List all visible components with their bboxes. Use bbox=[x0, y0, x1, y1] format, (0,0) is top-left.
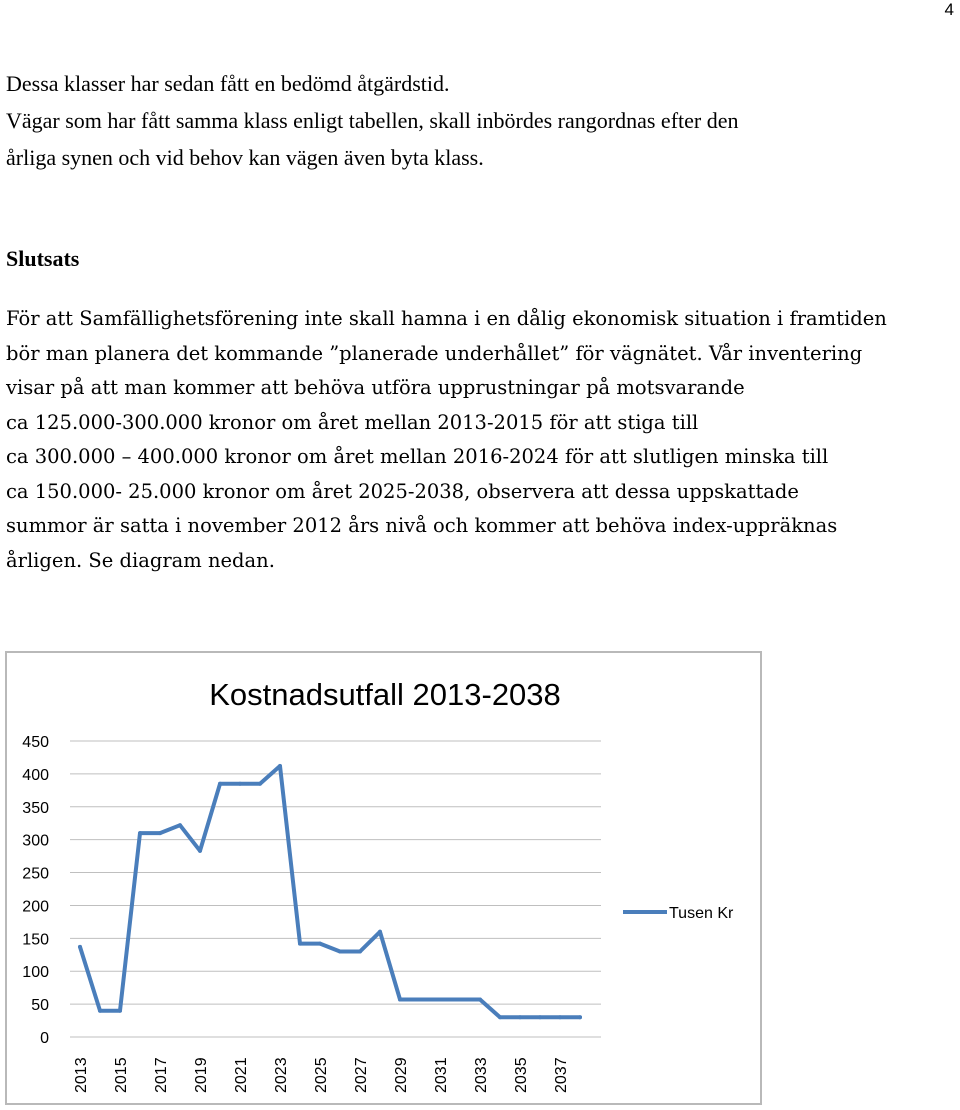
data-point bbox=[478, 998, 482, 1002]
intro-line: årliga synen och vid behov kan vägen även byta klass. bbox=[6, 145, 484, 170]
y-tick-label: 400 bbox=[22, 766, 49, 784]
intro-line: Vägar som har fått samma klass enligt tabellen, skall inbördes rangordnas efter den bbox=[6, 108, 739, 133]
data-point bbox=[158, 831, 162, 835]
y-tick-label: 350 bbox=[22, 799, 49, 817]
x-tick-label: 2023 bbox=[273, 1057, 290, 1093]
chart-title: Kostnadsutfall 2013-2038 bbox=[209, 677, 561, 712]
conclusion-paragraph bbox=[6, 302, 960, 578]
x-tick-label: 2015 bbox=[113, 1057, 130, 1093]
body-line: summor är satta i november 2012 års nivå och kommer att behöva index-uppräknas bbox=[6, 514, 838, 537]
data-point bbox=[178, 823, 182, 827]
chart-canvas bbox=[7, 653, 764, 1107]
x-tick-label: 2013 bbox=[73, 1057, 90, 1093]
section-heading: Slutsats bbox=[6, 246, 80, 271]
x-tick-label: 2037 bbox=[553, 1057, 570, 1093]
data-point bbox=[418, 998, 422, 1002]
page-number: 4 bbox=[944, 0, 954, 19]
body-line: årligen. Se diagram nedan. bbox=[6, 548, 275, 572]
y-tick-label: 150 bbox=[22, 931, 49, 949]
data-point bbox=[238, 782, 242, 786]
data-point bbox=[438, 998, 442, 1002]
body-line: visar på att man kommer att behöva utföra upprustningar på motsvarande bbox=[6, 376, 745, 399]
y-tick-label: 450 bbox=[22, 734, 49, 751]
data-point bbox=[78, 945, 82, 949]
data-point bbox=[338, 949, 342, 953]
x-tick-label: 2021 bbox=[233, 1057, 250, 1093]
data-point bbox=[358, 949, 362, 953]
x-tick-label: 2029 bbox=[393, 1057, 410, 1093]
x-tick-label: 2019 bbox=[193, 1057, 210, 1093]
intro-line: Dessa klasser har sedan fått en bedömd åtgärdstid. bbox=[6, 71, 450, 96]
body-line: ca 300.000 – 400.000 kronor om året mellan 2016-2024 för att slutligen minska till bbox=[6, 445, 829, 468]
body-line: För att Samfällighetsförening inte skall hamna i en dålig ekonomisk situation i framtiden bbox=[6, 307, 887, 330]
series-line bbox=[80, 766, 580, 1017]
data-point bbox=[98, 1009, 102, 1013]
x-tick-label: 2027 bbox=[353, 1057, 370, 1093]
x-tick-label: 2025 bbox=[313, 1057, 330, 1093]
legend-label: Tusen Kr bbox=[669, 905, 734, 922]
y-tick-label: 250 bbox=[22, 865, 49, 883]
y-tick-label: 100 bbox=[22, 964, 49, 982]
body-line: bör man planera det kommande ”planerade underhållet” för vägnätet. Vår inventering bbox=[6, 341, 863, 365]
y-tick-label: 200 bbox=[22, 898, 49, 916]
y-tick-label: 50 bbox=[31, 997, 49, 1015]
x-tick-label: 2031 bbox=[433, 1057, 450, 1093]
data-point bbox=[498, 1015, 502, 1019]
body-line: ca 125.000-300.000 kronor om året mellan 2013-2015 för att stiga till bbox=[6, 410, 699, 434]
data-point bbox=[538, 1015, 542, 1019]
y-tick-label: 0 bbox=[40, 1030, 49, 1047]
body-line: ca 150.000- 25.000 kronor om året 2025-2038, observera att dessa uppskattade bbox=[6, 479, 799, 503]
data-point bbox=[138, 831, 142, 835]
data-point bbox=[118, 1009, 122, 1013]
data-point bbox=[318, 942, 322, 946]
data-point bbox=[458, 998, 462, 1002]
cost-chart bbox=[5, 651, 762, 1105]
x-tick-label: 2017 bbox=[153, 1057, 170, 1093]
data-point bbox=[518, 1015, 522, 1019]
data-point bbox=[278, 764, 282, 768]
x-tick-label: 2035 bbox=[513, 1057, 530, 1093]
y-tick-label: 300 bbox=[22, 832, 49, 850]
data-point bbox=[578, 1015, 582, 1019]
data-point bbox=[198, 849, 202, 853]
intro-paragraph bbox=[6, 65, 956, 176]
x-tick-label: 2033 bbox=[473, 1057, 490, 1093]
data-point bbox=[218, 782, 222, 786]
data-point bbox=[258, 782, 262, 786]
data-point bbox=[298, 942, 302, 946]
data-point bbox=[398, 998, 402, 1002]
data-point bbox=[558, 1015, 562, 1019]
data-point bbox=[378, 930, 382, 934]
